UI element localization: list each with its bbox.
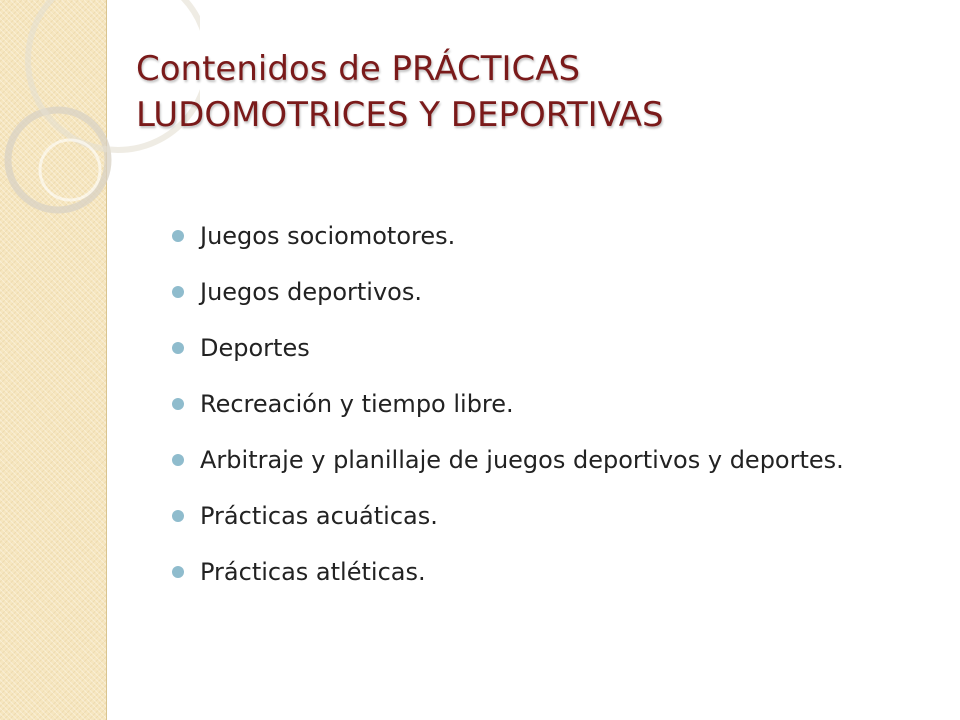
- list-item-text: Deportes: [200, 334, 310, 362]
- list-item: [172, 440, 892, 480]
- title-line-1: Contenidos de PRÁCTICAS: [136, 49, 581, 89]
- bullet-dot-icon: [172, 230, 184, 242]
- list-item-text: Arbitraje y planillaje de juegos deportivos y deportes.: [200, 446, 844, 474]
- bullet-dot-icon: [172, 566, 184, 578]
- bullet-dot-icon: [172, 510, 184, 522]
- list-item: [172, 552, 892, 592]
- list-item: [172, 272, 892, 312]
- list-item-text: Prácticas acuáticas.: [200, 502, 438, 530]
- list-item-text: Juegos deportivos.: [200, 278, 422, 306]
- bullet-dot-icon: [172, 286, 184, 298]
- bullet-dot-icon: [172, 454, 184, 466]
- list-item-text: Juegos sociomotores.: [200, 222, 456, 250]
- list-item: [172, 384, 892, 424]
- bullet-dot-icon: [172, 398, 184, 410]
- bullet-list: [172, 216, 892, 608]
- list-item: [172, 328, 892, 368]
- list-item-text: Prácticas atléticas.: [200, 558, 426, 586]
- list-item: [172, 216, 892, 256]
- bullet-dot-icon: [172, 342, 184, 354]
- list-item: [172, 496, 892, 536]
- list-item-text: Recreación y tiempo libre.: [200, 390, 514, 418]
- title-line-2: LUDOMOTRICES Y DEPORTIVAS: [136, 95, 664, 135]
- page-title: [136, 46, 916, 138]
